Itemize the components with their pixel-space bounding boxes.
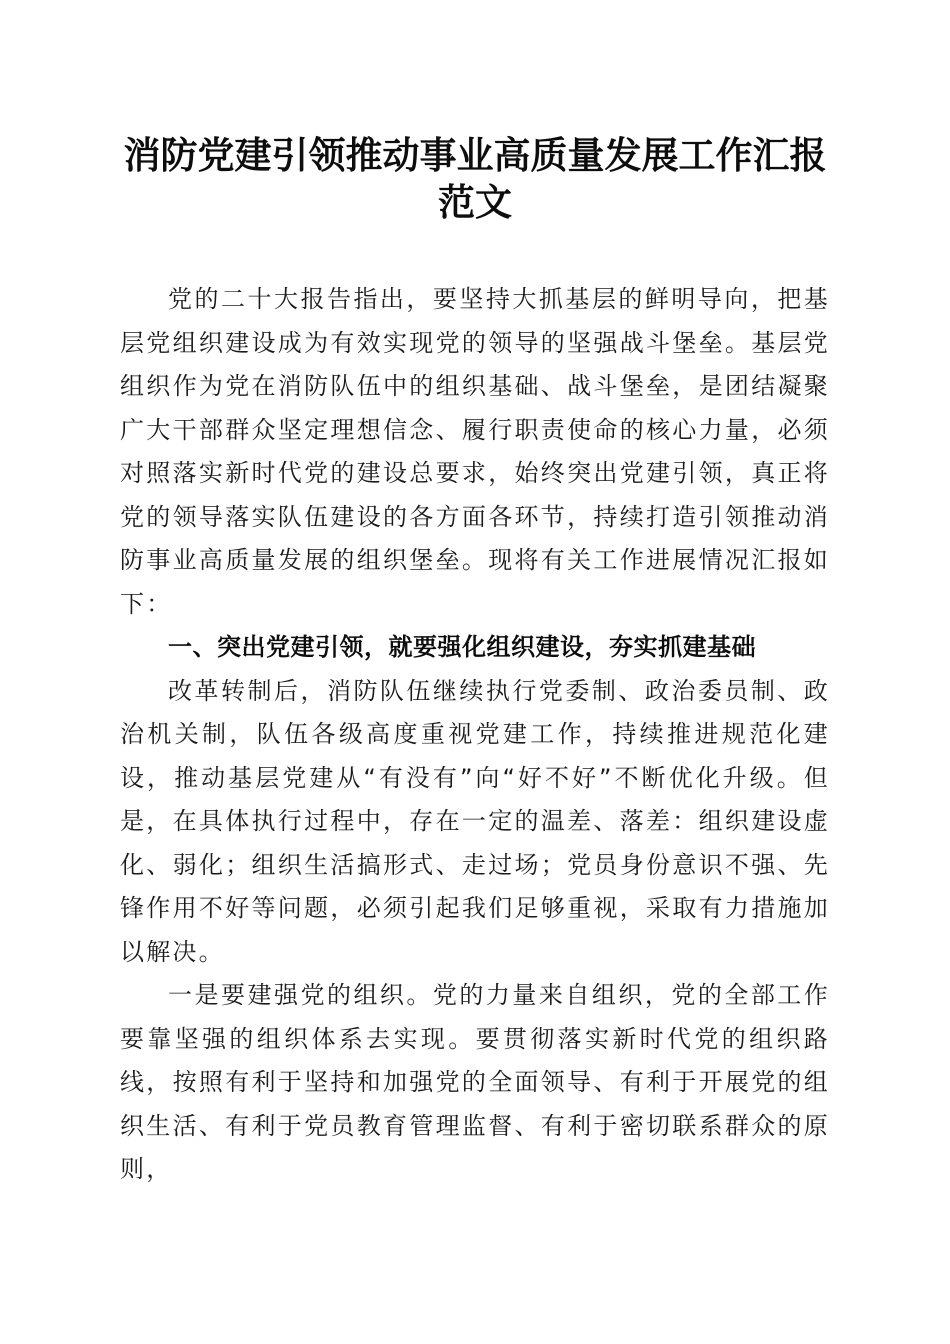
section1-paragraph-1: 改革转制后，消防队伍继续执行党委制、政治委员制、政治机关制，队伍各级高度重视党建工作，持续推进规范化建设，推动基层党建从“有没有”向“好不好”不断优化升级。但是，在具体执行过程中，存在一定的温差、落差：组织建设虚化、弱化；组织生活搞形式、走过场；党员身份意识不强、先锋作用不好等问题，必须引起我们足够重视，采取有力措施加以解决。 bbox=[120, 676, 830, 966]
intro-paragraph: 党的二十大报告指出，要坚持大抓基层的鲜明导向，把基层党组织建设成为有效实现党的领导的坚强战斗堡垒。基层党组织作为党在消防队伍中的组织基础、战斗堡垒，是团结凝聚广大干部群众坚定理想信念、履行职责使命的核心力量，必须对照落实新时代党的建设总要求，始终突出党建引领，真正将党的领导落实队伍建设的各方面各环节，持续打造引领推动消防事业高质量发展的组织堡垒。现将有关工作进展情况汇报如下： bbox=[120, 285, 830, 618]
section1-paragraph-2 bbox=[120, 974, 830, 1192]
paragraph-lead-phrase: 一是要建强党的组织。 bbox=[168, 981, 433, 1009]
paragraph-body-text: 党的力量来自组织，党的全部工作要靠坚强的组织体系去实现。要贯彻落实新时代党的组织路线，按照有利于坚持和加强党的全面领导、有利于开展党的组织生活、有利于党员教育管理监督、有利于密切联系群众的原则， bbox=[120, 981, 831, 1183]
document-body bbox=[120, 278, 830, 1192]
section-heading-1: 一、突出党建引领，就要强化组织建设，夯实抓建基础 bbox=[168, 633, 756, 661]
document-title: 消防党建引领推动事业高质量发展工作汇报范文 bbox=[123, 133, 827, 224]
